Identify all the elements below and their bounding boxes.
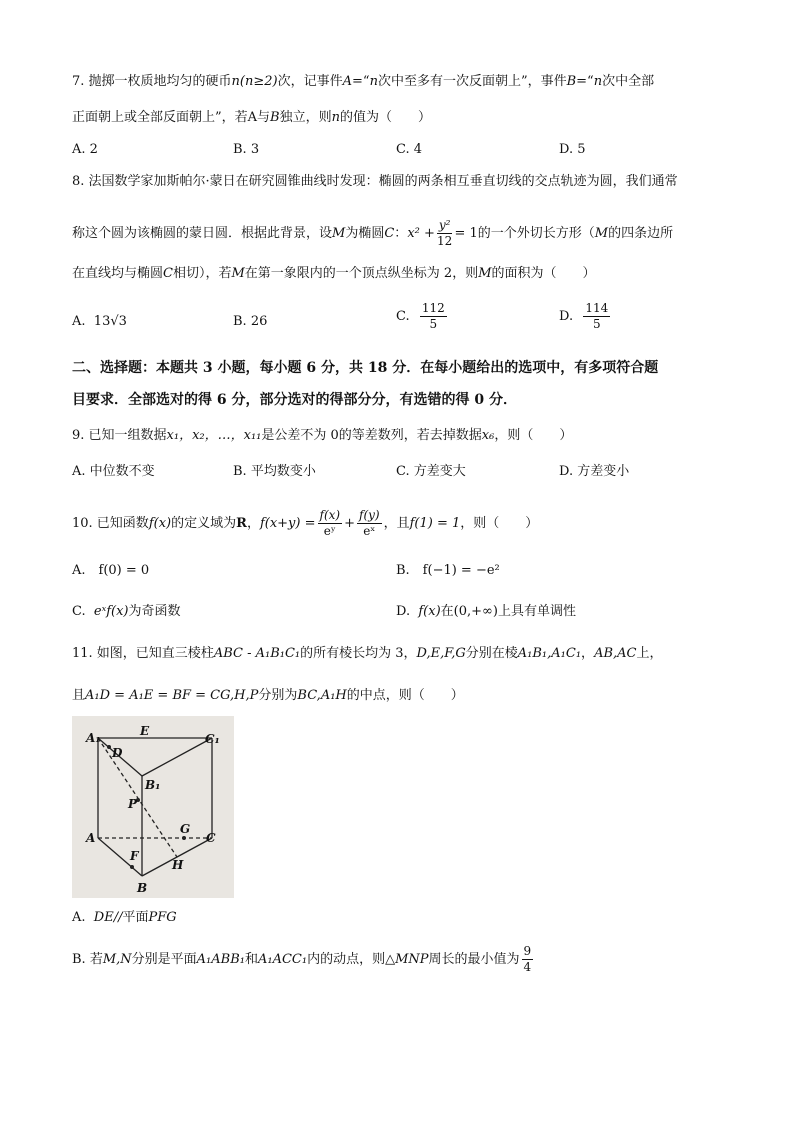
edge-b1c1	[142, 738, 212, 776]
math: B	[270, 110, 280, 125]
label-c: C	[206, 831, 216, 845]
prism-figure	[72, 716, 234, 898]
q8-option-b: B. 26	[233, 314, 268, 329]
numerator: f(y)	[359, 508, 380, 522]
math: AB,AC	[594, 646, 637, 661]
label-e: E	[140, 724, 150, 738]
option-label: A.	[72, 910, 86, 925]
section2-header-line1: 二、选择题：本题共 3 小题，每小题 6 分，共 18 分．在每小题给出的选项中，有多项符合题	[72, 360, 659, 376]
numerator: 114	[585, 301, 609, 315]
denominator: 5	[592, 317, 601, 331]
text: 次中至多有一次反面朝上”，事件	[377, 74, 567, 89]
text: 相切），若	[172, 266, 232, 281]
text: B. 若	[72, 952, 103, 967]
q10-option-b: B. f(−1) = −e²	[396, 563, 500, 578]
math: C	[163, 266, 173, 281]
option-label: D.	[396, 604, 411, 619]
option-label: A.	[72, 314, 86, 329]
q11-stem-line2	[72, 686, 464, 706]
math: ABC - A₁B₁C₁	[213, 646, 301, 661]
label-a: A	[86, 831, 96, 845]
point-d	[107, 745, 111, 749]
math: A₁B₁,A₁C₁	[517, 646, 582, 661]
text: ，	[581, 646, 595, 661]
q10-option-c	[72, 602, 181, 622]
option-label: D.	[559, 309, 574, 324]
q11-option-b	[72, 944, 535, 975]
math: n(n≥2)	[231, 74, 278, 89]
text: ，且	[383, 516, 410, 531]
text: 7. 抛掷一枚质地均匀的硬币	[72, 74, 232, 89]
q7-stem-line2	[72, 108, 431, 128]
text: 为奇函数	[128, 604, 181, 619]
text: 的所有棱长均为 3，	[300, 646, 417, 661]
math: PFG	[148, 910, 177, 925]
q9-stem	[72, 426, 572, 446]
text: 分别在棱	[465, 646, 518, 661]
fraction	[583, 301, 610, 332]
math: (0,+∞)	[453, 604, 498, 619]
text: +	[344, 516, 355, 531]
text: 的定义域为	[171, 516, 237, 531]
text: 分别是平面	[131, 952, 197, 967]
label-a1: A₁	[86, 731, 101, 745]
math: f(x)	[148, 516, 172, 531]
math: x² +	[407, 226, 435, 241]
text: 上具有单调性	[497, 604, 576, 619]
fraction	[420, 301, 447, 332]
option-label: C.	[396, 309, 410, 324]
text: =“	[576, 74, 594, 89]
math: M,N	[102, 952, 132, 967]
text: 周长的最小值为	[428, 952, 520, 967]
q8-option-c	[396, 301, 449, 332]
text: 的一个外切长方形（	[477, 226, 595, 241]
text: 在第一象限内的一个顶点纵坐标为 2，则	[244, 266, 479, 281]
text: 正面朝上或全部反面朝上”，若A与	[72, 110, 271, 125]
text: 的四条边所	[608, 226, 674, 241]
text: 次中全部	[602, 74, 655, 89]
math: A₁ABB₁	[196, 952, 245, 967]
text: 的中点，则（ ）	[346, 688, 464, 703]
fraction	[318, 508, 343, 539]
q7-option-a: A. 2	[72, 142, 98, 157]
denominator: 12	[437, 234, 453, 248]
q10-option-a: A. f(0) = 0	[72, 563, 150, 578]
math: D,E,F,G	[416, 646, 466, 661]
text: 次，记事件	[277, 74, 343, 89]
text: 上，	[636, 646, 663, 661]
q8-stem-line2	[72, 218, 673, 249]
fraction	[522, 944, 534, 975]
math: n	[331, 110, 340, 125]
math: f(x)	[418, 604, 441, 619]
q9-option-d: D. 方差变小	[559, 464, 630, 479]
q7-option-b: B. 3	[233, 142, 260, 157]
fraction	[357, 508, 382, 539]
point-g	[182, 836, 186, 840]
math: B	[566, 74, 577, 89]
q11-option-a	[72, 908, 177, 928]
math: A₁ACC₁	[258, 952, 308, 967]
text: 内的动点，则△	[307, 952, 396, 967]
text: 平面	[122, 910, 149, 925]
q8-stem-line3	[72, 264, 596, 284]
label-f: F	[130, 849, 139, 863]
math: MNP	[395, 952, 429, 967]
option-label: C.	[72, 604, 86, 619]
numerator: 112	[421, 301, 445, 315]
text: 和	[244, 952, 258, 967]
text: 10. 已知函数	[72, 516, 149, 531]
numerator: f(x)	[319, 508, 341, 522]
segment-a1h-hidden	[98, 738, 177, 857]
text: 是公差不为 0的等差数列，若去掉数据	[261, 428, 482, 443]
denominator: 5	[429, 317, 438, 331]
fraction	[437, 218, 453, 249]
q11-stem-line1	[72, 644, 663, 664]
text: ：	[394, 226, 408, 241]
q8-stem-line1: 8. 法国数学家加斯帕尔·蒙日在研究圆锥曲线时发现：椭圆的两条相互垂直切线的交点轨迹为圆，我们通常	[72, 174, 678, 189]
text: 的面积为（ ）	[491, 266, 596, 281]
denominator: eˣ	[363, 524, 376, 538]
text: 分别为	[258, 688, 298, 703]
denominator: 4	[523, 960, 532, 974]
label-b: B	[137, 881, 148, 895]
denominator: eʸ	[323, 524, 336, 538]
math: M	[478, 266, 492, 281]
option-value: 13√3	[93, 314, 127, 329]
q7-stem-line1	[72, 72, 654, 92]
q9-option-c: C. 方差变大	[396, 464, 466, 479]
q7-option-d: D. 5	[559, 142, 586, 157]
text: 11. 如图，已知直三棱柱	[72, 646, 214, 661]
text: 9. 已知一组数据	[72, 428, 167, 443]
text: ，则（ ）	[494, 428, 573, 443]
math: f(x+y) =	[259, 516, 316, 531]
text: 在直线均与椭圆	[72, 266, 164, 281]
math: A₁D = A₁E = BF = CG,H,P	[85, 688, 259, 703]
text: 在	[440, 604, 454, 619]
math: n	[369, 74, 378, 89]
q7-option-c: C. 4	[396, 142, 423, 157]
math: x₆	[481, 428, 495, 443]
label-b1: B₁	[145, 778, 161, 792]
math: x₁，x₂，…，x₁₁	[166, 428, 262, 443]
prism-diagram	[72, 716, 234, 898]
text: 的值为（ ）	[340, 110, 432, 125]
math: M	[594, 226, 609, 241]
math: DE//	[93, 910, 123, 925]
point-f	[130, 865, 134, 869]
math: M	[332, 226, 346, 241]
numerator: 9	[523, 944, 532, 958]
math: BC,A₁H	[297, 688, 347, 703]
q8-option-d	[559, 301, 612, 332]
text: =“	[352, 74, 370, 89]
numerator: y²	[438, 218, 451, 232]
text: 为椭圆	[345, 226, 385, 241]
label-p: P	[128, 797, 138, 811]
math: C	[384, 226, 395, 241]
label-c1: C₁	[205, 732, 220, 746]
text: 独立，则	[279, 110, 332, 125]
q8-option-a	[72, 312, 127, 332]
math: n	[593, 74, 603, 89]
text: ，	[246, 516, 260, 531]
text: ，则（ ）	[460, 516, 539, 531]
q9-option-b: B. 平均数变小	[233, 464, 316, 479]
label-h: H	[172, 858, 184, 872]
math: M	[231, 266, 245, 281]
math: eˣf(x)	[93, 604, 129, 619]
text: 称这个圆为该椭圆的蒙日圆．根据此背景，设	[72, 226, 333, 241]
q10-stem	[72, 508, 538, 539]
text: 且	[72, 688, 86, 703]
label-d: D	[112, 746, 123, 760]
q9-option-a: A. 中位数不变	[72, 464, 155, 479]
label-g: G	[180, 822, 191, 836]
math: = 1	[454, 226, 478, 241]
section2-header-line2: 目要求．全部选对的得 6 分，部分选对的得部分分，有选错的得 0 分．	[72, 392, 517, 408]
math: f(1) = 1	[409, 516, 461, 531]
math: R	[236, 516, 247, 531]
math: A	[342, 74, 353, 89]
q10-option-d	[396, 602, 576, 622]
